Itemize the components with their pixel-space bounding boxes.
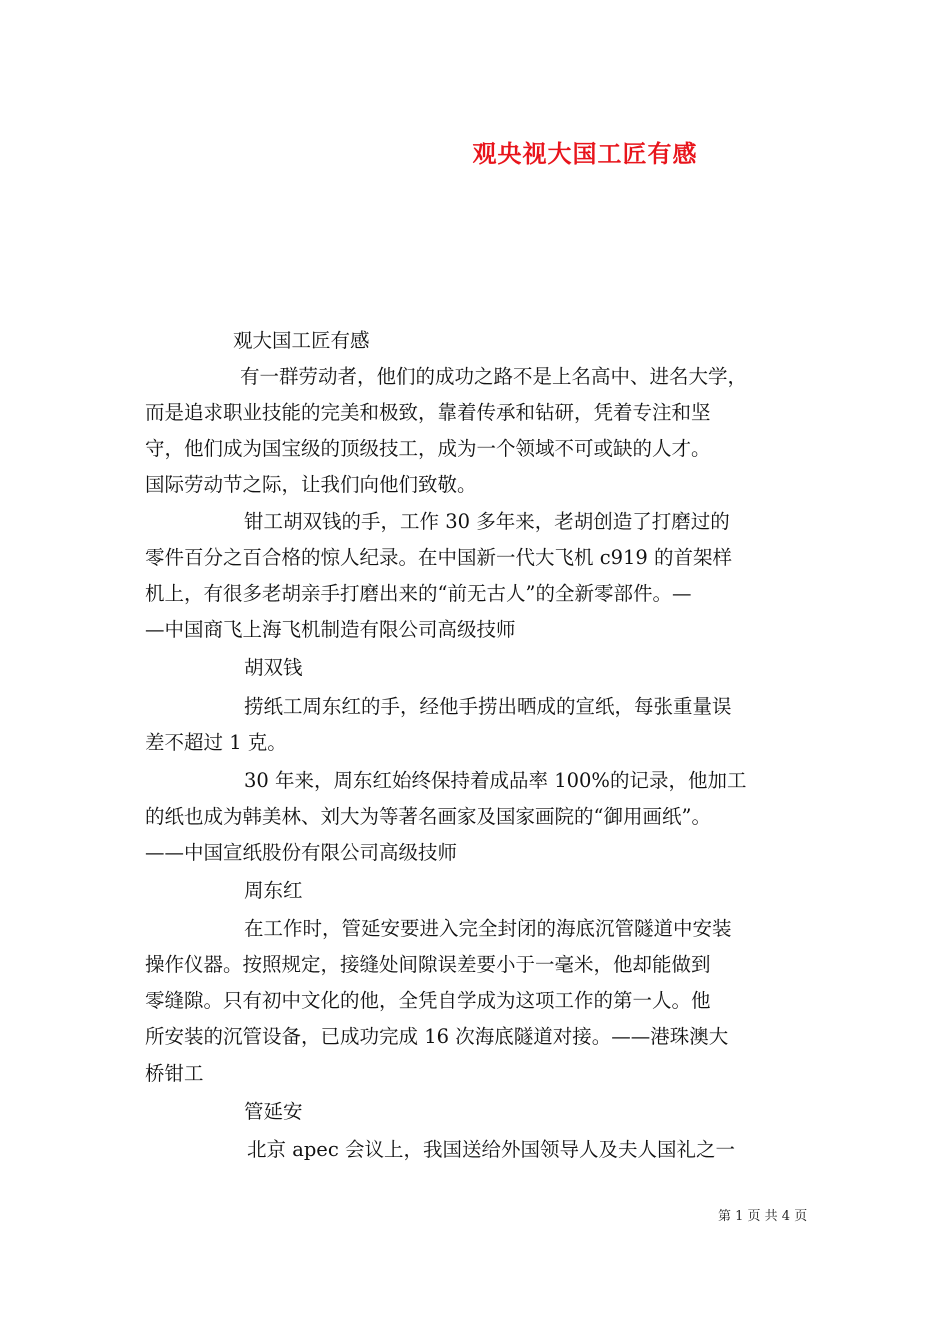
paragraph-line: 30 年来，周东红始终保持着成品率 100%的记录，他加工 [244,769,747,792]
paragraph-line: 北京 apec 会议上，我国送给外国领导人及夫人国礼之一 [247,1138,735,1161]
paragraph-line: 捞纸工周东红的手，经他手捞出晒成的宣纸，每张重量误 [244,695,732,718]
paragraph-line: 国际劳动节之际，让我们向他们致敬。 [145,473,477,496]
paragraph-line: 差不超过 1 克。 [145,731,287,754]
paragraph-line: 机上，有很多老胡亲手打磨出来的“前无古人”的全新零部件。— [145,582,692,605]
document-title: 观央视大国工匠有感 [472,139,698,168]
paragraph-line: 管延安 [244,1100,303,1123]
paragraph-line: —中国商飞上海飞机制造有限公司高级技师 [145,618,516,641]
page-number: 第 1 页 共 4 页 [718,1209,808,1224]
paragraph-line: 胡双钱 [244,656,303,679]
paragraph-line: 零缝隙。只有初中文化的他，全凭自学成为这项工作的第一人。他 [145,989,711,1012]
paragraph-line: 有一群劳动者，他们的成功之路不是上名高中、进名大学， [240,365,748,388]
paragraph-line: 桥钳工 [145,1062,204,1085]
paragraph-line: 钳工胡双钱的手，工作 30 多年来，老胡创造了打磨过的 [244,510,730,533]
paragraph-line: ——中国宣纸股份有限公司高级技师 [145,841,458,864]
paragraph-line: 操作仪器。按照规定，接缝处间隙误差要小于一毫米，他却能做到 [145,953,711,976]
paragraph-line: 所安装的沉管设备，已成功完成 16 次海底隧道对接。——港珠澳大 [145,1025,729,1048]
paragraph-line: 零件百分之百合格的惊人纪录。在中国新一代大飞机 c919 的首架样 [145,546,733,569]
paragraph-line: 而是追求职业技能的完美和极致，靠着传承和钻研，凭着专注和坚 [145,401,711,424]
paragraph-line: 的纸也成为韩美林、刘大为等著名画家及国家画院的“御用画纸”。 [145,805,711,828]
paragraph-line: 周东红 [244,879,303,902]
paragraph-line: 守，他们成为国宝级的顶级技工，成为一个领域不可或缺的人才。 [145,437,711,460]
paragraph-line: 观大国工匠有感 [233,329,370,352]
paragraph-line: 在工作时，管延安要进入完全封闭的海底沉管隧道中安装 [244,917,732,940]
